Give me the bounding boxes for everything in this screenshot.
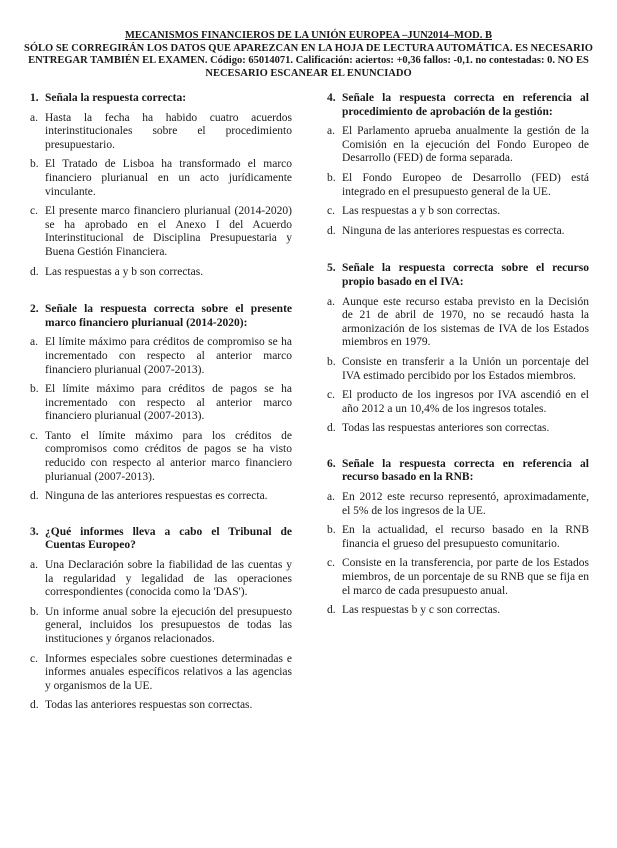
option-text: En 2012 este recurso representó, aproximadamente, el 5% de los ingresos de la UE. (342, 491, 589, 517)
question-text: Señale la respuesta correcta sobre el recurso propio basado en el IVA: (342, 262, 589, 288)
option (30, 205, 292, 259)
option-letter: c. (30, 429, 38, 442)
option-text: Las respuestas b y c son correctas. (342, 604, 501, 617)
option-letter: c. (30, 205, 38, 218)
question-3 (30, 526, 292, 713)
option (30, 158, 292, 199)
option-letter: d. (327, 604, 336, 617)
option (327, 604, 589, 618)
question-number: 5. (327, 262, 336, 275)
option-letter: a. (327, 295, 335, 308)
option (30, 490, 292, 504)
option-letter: a. (30, 336, 38, 349)
option-letter: c. (30, 652, 38, 665)
option-text: El límite máximo para créditos de pagos se ha incrementado con respecto al anterior marco financiero plurianual (2007-2013). (45, 383, 292, 423)
option-letter: c. (327, 557, 335, 570)
exam-header (24, 30, 593, 80)
question-number: 2. (30, 303, 39, 316)
option-letter: b. (30, 383, 39, 396)
option-letter: b. (327, 171, 336, 184)
question-text: Señale la respuesta correcta en referencia al recurso basado en la RNB: (342, 457, 589, 484)
option-text: El límite máximo para créditos de compromiso se ha incrementado con respecto al anterior marco financiero plurianual (2007-2013). (45, 336, 292, 376)
option-text: El producto de los ingresos por IVA ascendió en el año 2012 a un 10,4% de los ingresos totales. (342, 389, 589, 415)
option (30, 430, 292, 484)
question-text: Señala la respuesta correcta: (45, 92, 187, 104)
option (327, 125, 589, 166)
option (327, 205, 589, 219)
option-text: Consiste en la transferencia, por parte de los Estados miembros, de un porcentaje de su RNB que se fija en el marco de cada presupuesto anual. (342, 557, 589, 597)
option-text: Las respuestas a y b son correctas. (45, 265, 204, 278)
option (327, 491, 589, 518)
left-column (30, 92, 292, 729)
option (327, 225, 589, 239)
option (327, 172, 589, 199)
option-text: Todas las respuestas anteriores son correctas. (342, 422, 550, 435)
option (30, 336, 292, 377)
option (327, 524, 589, 551)
question-6 (327, 458, 589, 618)
option (30, 606, 292, 647)
question-number: 4. (327, 92, 336, 104)
question-number: 6. (327, 457, 336, 470)
option-text: En la actualidad, el recurso basado en la RNB financia el grueso del presupuesto comunitario. (342, 524, 589, 550)
option-letter: b. (30, 158, 39, 171)
option (327, 557, 589, 598)
question-number: 1. (30, 92, 39, 104)
question-2 (30, 303, 292, 504)
option-letter: d. (30, 265, 39, 278)
option-text: El Parlamento aprueba anualmente la gestión de la Comisión en la ejecución del Fondo Europeo de Desarrollo (FED) de forma separada. (342, 125, 589, 165)
option-letter: a. (30, 559, 38, 572)
option (30, 559, 292, 600)
option (327, 296, 589, 350)
option-text: Ninguna de las anteriores respuestas es correcta. (342, 224, 565, 237)
option (327, 356, 589, 383)
question-number: 3. (30, 525, 39, 538)
option (30, 112, 292, 153)
option-letter: d. (327, 224, 336, 237)
option-text: Hasta la fecha ha habido cuatro acuerdos interinstitucionales sobre el procedimiento presupuestario. (45, 111, 292, 151)
right-column (327, 92, 589, 634)
option-text: Todas las anteriores respuestas son correctas. (45, 699, 253, 712)
question-5 (327, 262, 589, 436)
option (30, 653, 292, 694)
option-text: El Fondo Europeo de Desarrollo (FED) está integrado en el presupuesto general de la UE. (342, 171, 589, 198)
question-1 (30, 92, 292, 279)
question-text: Señale la respuesta correcta en referencia al procedimiento de aprobación de la gestión: (342, 92, 589, 118)
option (30, 699, 292, 713)
option-letter: c. (327, 389, 335, 402)
question-text: ¿Qué informes lleva a cabo el Tribunal de Cuentas Europeo? (45, 525, 292, 552)
option-letter: b. (327, 524, 336, 537)
question-4 (327, 92, 589, 238)
option-text: Aunque este recurso estaba previsto en la Decisión de 21 de abril de 1970, no se recaudó hasta la armonización de los sistemas de IVA de los Estados miembros en 1979. (342, 295, 589, 349)
option (30, 266, 292, 280)
option-text: El Tratado de Lisboa ha transformado el marco financiero plurianual en un acto jurídicamente vinculante. (45, 158, 292, 198)
option-letter: d. (30, 699, 39, 712)
option-letter: d. (30, 490, 39, 503)
option-text: Las respuestas a y b son correctas. (342, 205, 501, 218)
question-text: Señale la respuesta correcta sobre el presente marco financiero plurianual (2014-2020): (45, 303, 292, 329)
option-letter: c. (327, 205, 335, 218)
option-text: Un informe anual sobre la ejecución del presupuesto general, incluidos los presupuestos de todas las instituciones y órganos relacionados. (45, 605, 292, 645)
option-letter: b. (30, 605, 39, 618)
option-text: El presente marco financiero plurianual (2014-2020) se ha aprobado en el Anexo I del Acuerdo Interinstitucional de Disciplina Presupuestaria y Buena Gestión Financiera. (45, 205, 292, 258)
option (327, 422, 589, 436)
option-letter: d. (327, 422, 336, 435)
option-text: Una Declaración sobre la fiabilidad de las cuentas y la regularidad y legalidad de las operaciones correspondientes (conocida como la 'DAS'). (45, 559, 292, 599)
option-letter: b. (327, 355, 336, 368)
option-text: Consiste en transferir a la Unión un porcentaje del IVA estimado percibido por los Estados miembros. (342, 355, 589, 382)
option-text: Ninguna de las anteriores respuestas es correcta. (45, 490, 268, 503)
option (30, 383, 292, 424)
exam-title: MECANISMOS FINANCIEROS DE LA UNIÓN EUROPEA –JUN2014–MOD. B (125, 30, 492, 41)
option-letter: a. (327, 125, 335, 138)
option-text: Tanto el límite máximo para los créditos de compromisos como créditos de pagos se ha visto reducido con respecto al anterior marco financiero plurianual (2007-2013). (45, 429, 292, 483)
option-letter: a. (30, 111, 38, 124)
option (327, 389, 589, 416)
exam-instructions: SÓLO SE CORREGIRÁN LOS DATOS QUE APAREZCAN EN LA HOJA DE LECTURA AUTOMÁTICA. ES NECESARIO ENTREGAR TAMBIÉN EL EXAMEN. Código: 65014071. Calificación: aciertos: +0,36 fallos: -0,1. no contestadas: 0. NO ES NECESARIO ESCANEAR EL ENUNCIADO (24, 42, 593, 79)
option-text: Informes especiales sobre cuestiones determinadas e informes anuales específicos relativos a las agencias y organismos de la UE. (45, 652, 292, 692)
option-letter: a. (327, 491, 335, 504)
